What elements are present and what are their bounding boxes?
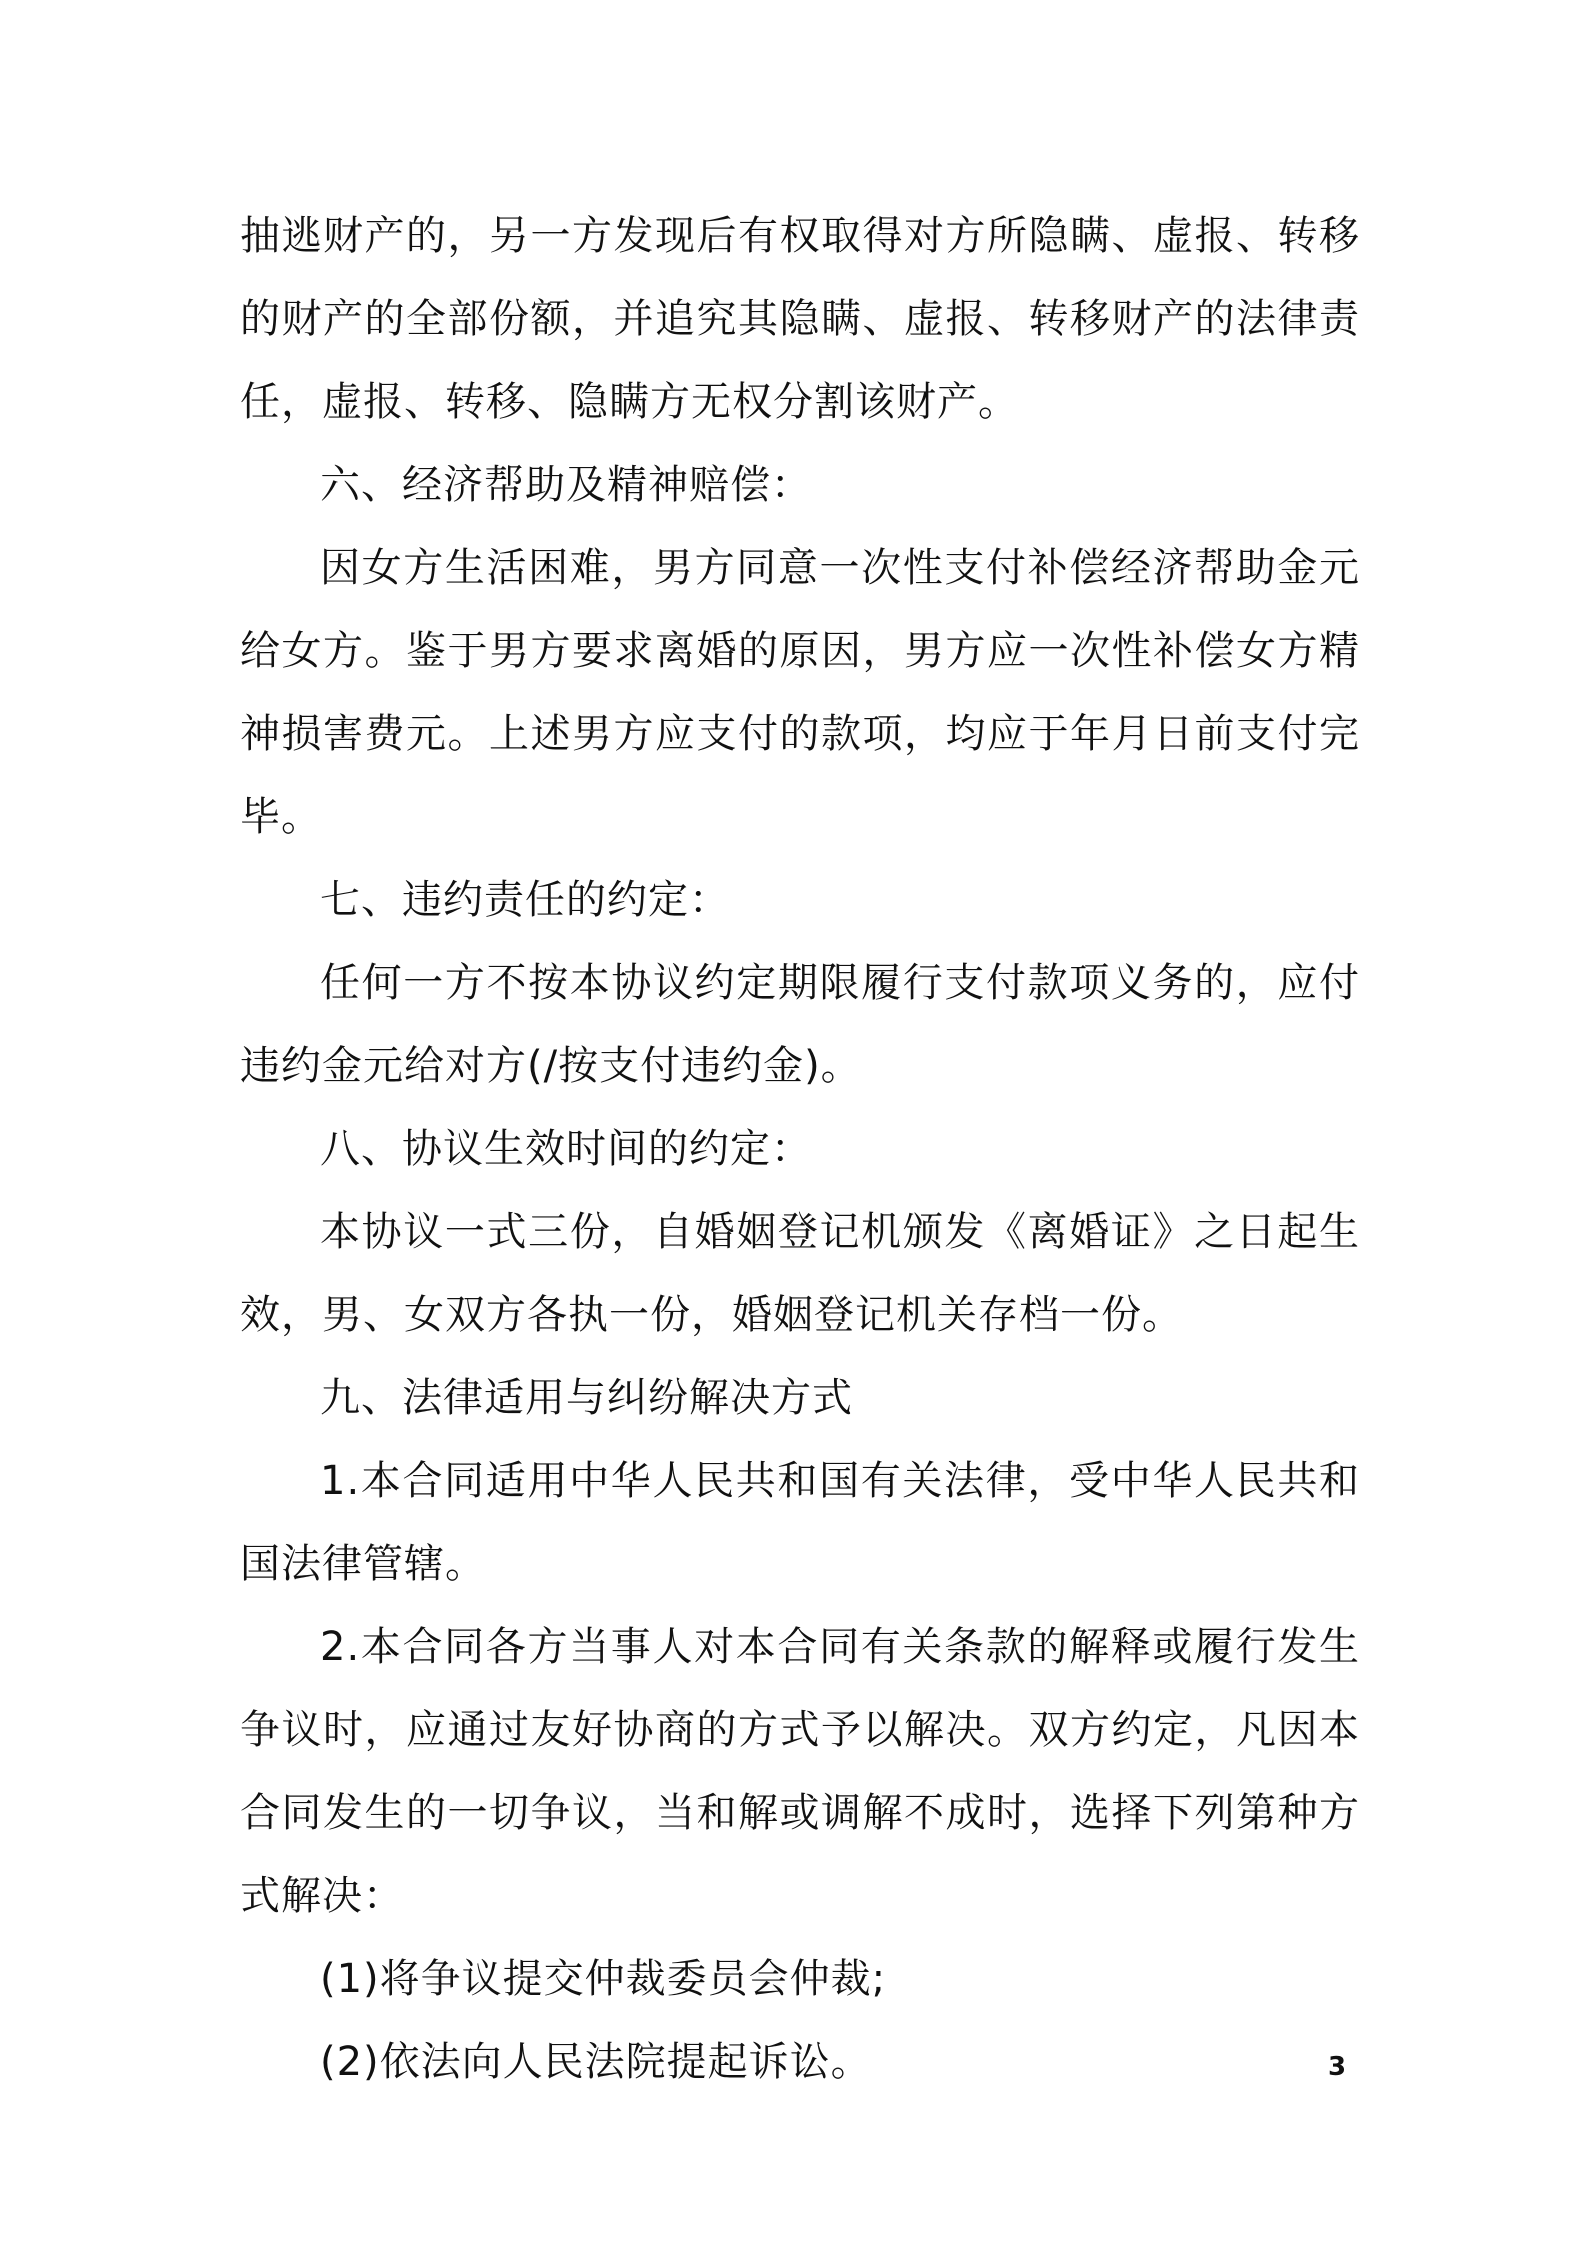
paragraph-economic-assistance: 因女方生活困难，男方同意一次性支付补偿经济帮助金元给女方。鉴于男方要求离婚的原因，男方应一次性补偿女方精神损害费元。上述男方应支付的款项，均应于年月日前支付完毕。: [240, 545, 1360, 840]
heading-effective-time: 八、协议生效时间的约定：: [320, 1126, 812, 1172]
paragraph-property-concealment: 抽逃财产的，另一方发现后有权取得对方所隐瞒、虚报、转移的财产的全部份额，并追究其隐瞒、虚报、转移财产的法律责任，虚报、转移、隐瞒方无权分割该财产。: [240, 213, 1360, 425]
page-number: 3: [1328, 2052, 1347, 2082]
list-item-litigation: (2)依法向人民法院提起诉讼。: [320, 2039, 872, 2085]
heading-breach-liability: 七、违约责任的约定：: [320, 877, 730, 923]
heading-dispute-resolution: 九、法律适用与纠纷解决方式: [320, 1375, 853, 1421]
heading-economic-assistance: 六、经济帮助及精神赔偿：: [320, 462, 812, 508]
paragraph-dispute-negotiation: 2.本合同各方当事人对本合同有关条款的解释或履行发生争议时，应通过友好协商的方式予以解决。双方约定，凡因本合同发生的一切争议，当和解或调解不成时，选择下列第种方式解决：: [240, 1624, 1360, 1919]
list-item-arbitration: (1)将争议提交仲裁委员会仲裁;: [320, 1956, 887, 2002]
paragraph-effective-time: 本协议一式三份，自婚姻登记机颁发《离婚证》之日起生效，男、女双方各执一份，婚姻登记机关存档一份。: [240, 1209, 1360, 1338]
document-body: [240, 195, 1360, 2104]
paragraph-applicable-law: 1.本合同适用中华人民共和国有关法律，受中华人民共和国法律管辖。: [240, 1458, 1360, 1587]
paragraph-breach-liability: 任何一方不按本协议约定期限履行支付款项义务的，应付违约金元给对方(/按支付违约金)。: [240, 960, 1360, 1089]
